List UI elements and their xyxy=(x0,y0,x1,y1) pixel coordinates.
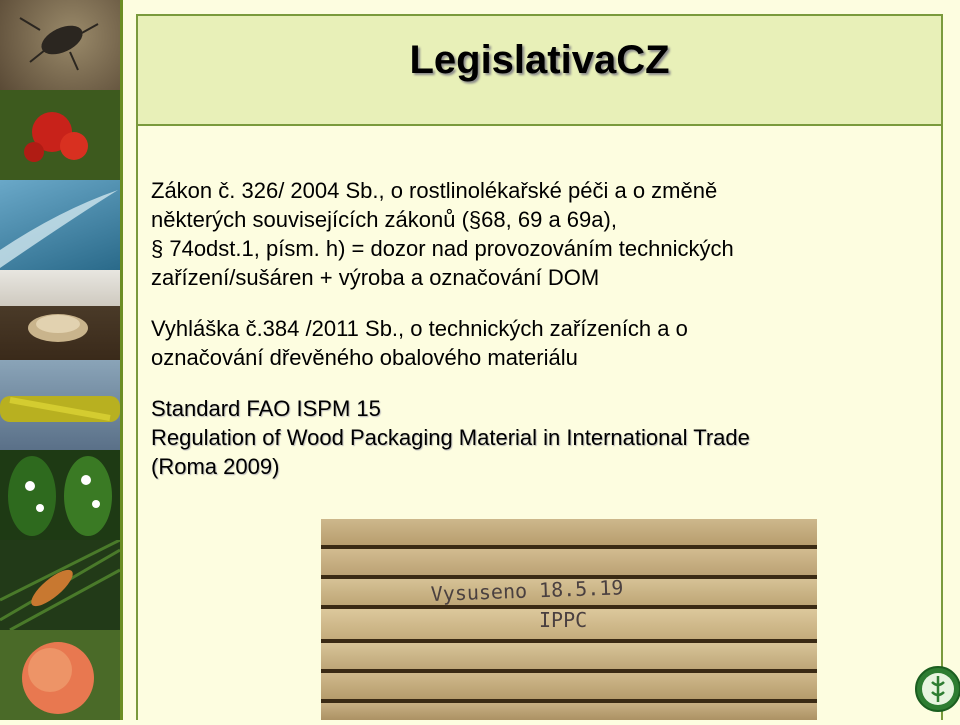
page-title: LegislativaCZ xyxy=(409,38,670,82)
decree-paragraph xyxy=(151,314,931,372)
text-line: § 74odst.1, písm. h) = dozor nad provozováním technických xyxy=(151,236,734,261)
phytosanitary-authority-logo-icon xyxy=(912,658,960,720)
moth-on-pine-icon xyxy=(0,540,120,630)
standard-paragraph xyxy=(151,394,931,481)
text-line: Standard FAO ISPM 15 xyxy=(151,396,381,421)
text-line: označování dřevěného obalového materiálu xyxy=(151,345,578,370)
bracket-fungus-icon xyxy=(0,270,120,360)
title-box xyxy=(136,14,943,126)
weevil-beetle-icon xyxy=(0,0,120,90)
text-line: zařízení/sušáren + výroba a označování DOM xyxy=(151,265,600,290)
lichen-branch-icon xyxy=(0,360,120,450)
handwriting-ippc: IPPC xyxy=(539,608,588,632)
handwriting-overlay xyxy=(321,519,817,720)
text-line: (Roma 2009) xyxy=(151,454,280,479)
text-line: Regulation of Wood Packaging Material in International Trade xyxy=(151,425,750,450)
strip-divider xyxy=(120,0,123,720)
wood-planks-photo xyxy=(321,519,817,720)
red-gall-icon xyxy=(0,90,120,180)
text-line: Vyhláška č.384 /2011 Sb., o technických zařízeních a o xyxy=(151,316,688,341)
body-text xyxy=(151,176,931,481)
peach-icon xyxy=(0,630,120,720)
leaf-needle-icon xyxy=(0,180,120,270)
handwriting-date: Vysuseno 18.5.19 xyxy=(430,575,624,606)
text-line: Zákon č. 326/ 2004 Sb., o rostlinolékařské péči a o změně xyxy=(151,178,718,203)
law-paragraph xyxy=(151,176,931,292)
spotted-leaves-icon xyxy=(0,450,120,540)
text-line: některých souvisejících zákonů (§68, 69 a 69a), xyxy=(151,207,617,232)
left-image-strip xyxy=(0,0,120,720)
